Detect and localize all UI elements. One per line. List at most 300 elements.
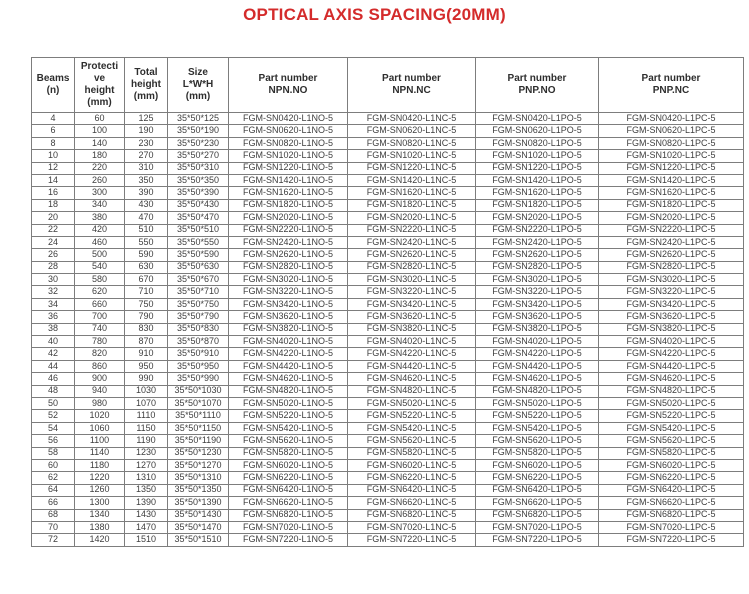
cell-protective_height_mm: 140 xyxy=(75,137,125,149)
cell-part_number_pnp_no: FGM-SN5020-L1PO-5 xyxy=(476,397,599,409)
cell-part_number_pnp_no: FGM-SN5620-L1PO-5 xyxy=(476,435,599,447)
cell-part_number_pnp_nc: FGM-SN2820-L1PC-5 xyxy=(599,261,744,273)
cell-part_number_npn_no: FGM-SN1420-L1NO-5 xyxy=(229,174,348,186)
table-row xyxy=(32,435,744,447)
cell-part_number_npn_no: FGM-SN2420-L1NO-5 xyxy=(229,236,348,248)
column-header-part_number_npn_no: Part number NPN.NO xyxy=(229,58,348,113)
table-row xyxy=(32,199,744,211)
cell-part_number_npn_no: FGM-SN5620-L1NO-5 xyxy=(229,435,348,447)
cell-part_number_npn_no: FGM-SN0620-L1NO-5 xyxy=(229,125,348,137)
cell-part_number_npn_no: FGM-SN5820-L1NO-5 xyxy=(229,447,348,459)
cell-part_number_npn_nc: FGM-SN3020-L1NC-5 xyxy=(348,274,476,286)
cell-part_number_npn_nc: FGM-SN6020-L1NC-5 xyxy=(348,459,476,471)
cell-protective_height_mm: 60 xyxy=(75,113,125,125)
cell-protective_height_mm: 1060 xyxy=(75,422,125,434)
cell-protective_height_mm: 660 xyxy=(75,298,125,310)
cell-part_number_npn_no: FGM-SN6820-L1NO-5 xyxy=(229,509,348,521)
cell-part_number_npn_nc: FGM-SN7020-L1NC-5 xyxy=(348,521,476,533)
table-row xyxy=(32,484,744,496)
cell-part_number_npn_nc: FGM-SN4220-L1NC-5 xyxy=(348,348,476,360)
column-header-total_height_mm: Total height (mm) xyxy=(125,58,168,113)
cell-part_number_pnp_no: FGM-SN4220-L1PO-5 xyxy=(476,348,599,360)
cell-part_number_pnp_no: FGM-SN1620-L1PO-5 xyxy=(476,187,599,199)
cell-part_number_npn_no: FGM-SN2620-L1NO-5 xyxy=(229,249,348,261)
cell-part_number_pnp_nc: FGM-SN4820-L1PC-5 xyxy=(599,385,744,397)
cell-part_number_pnp_no: FGM-SN6820-L1PO-5 xyxy=(476,509,599,521)
cell-part_number_npn_nc: FGM-SN0620-L1NC-5 xyxy=(348,125,476,137)
table-row xyxy=(32,224,744,236)
table-row xyxy=(32,360,744,372)
cell-part_number_npn_nc: FGM-SN5620-L1NC-5 xyxy=(348,435,476,447)
cell-part_number_npn_no: FGM-SN3620-L1NO-5 xyxy=(229,311,348,323)
cell-part_number_pnp_nc: FGM-SN1220-L1PC-5 xyxy=(599,162,744,174)
cell-part_number_npn_no: FGM-SN1820-L1NO-5 xyxy=(229,199,348,211)
cell-part_number_pnp_nc: FGM-SN3620-L1PC-5 xyxy=(599,311,744,323)
cell-protective_height_mm: 540 xyxy=(75,261,125,273)
cell-part_number_pnp_no: FGM-SN2620-L1PO-5 xyxy=(476,249,599,261)
cell-part_number_npn_no: FGM-SN1620-L1NO-5 xyxy=(229,187,348,199)
cell-part_number_npn_no: FGM-SN4020-L1NO-5 xyxy=(229,336,348,348)
cell-beams_n: 14 xyxy=(32,174,75,186)
cell-part_number_npn_nc: FGM-SN6820-L1NC-5 xyxy=(348,509,476,521)
cell-part_number_npn_nc: FGM-SN0820-L1NC-5 xyxy=(348,137,476,149)
cell-beams_n: 34 xyxy=(32,298,75,310)
cell-part_number_pnp_nc: FGM-SN1420-L1PC-5 xyxy=(599,174,744,186)
cell-size_lwh_mm: 35*50*1150 xyxy=(168,422,229,434)
cell-part_number_npn_nc: FGM-SN1620-L1NC-5 xyxy=(348,187,476,199)
cell-part_number_pnp_nc: FGM-SN2420-L1PC-5 xyxy=(599,236,744,248)
cell-beams_n: 28 xyxy=(32,261,75,273)
table-row xyxy=(32,323,744,335)
cell-part_number_pnp_nc: FGM-SN6820-L1PC-5 xyxy=(599,509,744,521)
cell-size_lwh_mm: 35*50*550 xyxy=(168,236,229,248)
cell-size_lwh_mm: 35*50*1310 xyxy=(168,472,229,484)
cell-beams_n: 32 xyxy=(32,286,75,298)
cell-protective_height_mm: 420 xyxy=(75,224,125,236)
cell-protective_height_mm: 1180 xyxy=(75,459,125,471)
cell-protective_height_mm: 1220 xyxy=(75,472,125,484)
cell-total_height_mm: 830 xyxy=(125,323,168,335)
cell-total_height_mm: 590 xyxy=(125,249,168,261)
cell-part_number_pnp_no: FGM-SN4620-L1PO-5 xyxy=(476,373,599,385)
table-row xyxy=(32,236,744,248)
cell-size_lwh_mm: 35*50*270 xyxy=(168,150,229,162)
cell-size_lwh_mm: 35*50*630 xyxy=(168,261,229,273)
cell-part_number_pnp_nc: FGM-SN2620-L1PC-5 xyxy=(599,249,744,261)
cell-total_height_mm: 125 xyxy=(125,113,168,125)
cell-beams_n: 20 xyxy=(32,212,75,224)
cell-beams_n: 26 xyxy=(32,249,75,261)
cell-beams_n: 18 xyxy=(32,199,75,211)
table-row xyxy=(32,187,744,199)
cell-part_number_npn_no: FGM-SN0420-L1NO-5 xyxy=(229,113,348,125)
cell-part_number_npn_no: FGM-SN6420-L1NO-5 xyxy=(229,484,348,496)
cell-size_lwh_mm: 35*50*870 xyxy=(168,336,229,348)
table-row xyxy=(32,534,744,546)
cell-total_height_mm: 1110 xyxy=(125,410,168,422)
cell-part_number_npn_nc: FGM-SN5220-L1NC-5 xyxy=(348,410,476,422)
cell-size_lwh_mm: 35*50*910 xyxy=(168,348,229,360)
cell-part_number_npn_no: FGM-SN7220-L1NO-5 xyxy=(229,534,348,546)
cell-protective_height_mm: 220 xyxy=(75,162,125,174)
cell-part_number_npn_nc: FGM-SN3220-L1NC-5 xyxy=(348,286,476,298)
cell-beams_n: 42 xyxy=(32,348,75,360)
cell-total_height_mm: 790 xyxy=(125,311,168,323)
cell-size_lwh_mm: 35*50*950 xyxy=(168,360,229,372)
column-header-size_lwh_mm: Size L*W*H (mm) xyxy=(168,58,229,113)
cell-part_number_pnp_no: FGM-SN4420-L1PO-5 xyxy=(476,360,599,372)
cell-size_lwh_mm: 35*50*1350 xyxy=(168,484,229,496)
cell-part_number_npn_no: FGM-SN6220-L1NO-5 xyxy=(229,472,348,484)
cell-size_lwh_mm: 35*50*510 xyxy=(168,224,229,236)
cell-part_number_pnp_no: FGM-SN7220-L1PO-5 xyxy=(476,534,599,546)
cell-part_number_npn_nc: FGM-SN2820-L1NC-5 xyxy=(348,261,476,273)
cell-total_height_mm: 1390 xyxy=(125,497,168,509)
cell-part_number_npn_nc: FGM-SN1020-L1NC-5 xyxy=(348,150,476,162)
cell-part_number_pnp_nc: FGM-SN1820-L1PC-5 xyxy=(599,199,744,211)
cell-part_number_pnp_nc: FGM-SN3820-L1PC-5 xyxy=(599,323,744,335)
cell-part_number_pnp_no: FGM-SN1820-L1PO-5 xyxy=(476,199,599,211)
cell-part_number_npn_nc: FGM-SN0420-L1NC-5 xyxy=(348,113,476,125)
cell-total_height_mm: 670 xyxy=(125,274,168,286)
cell-part_number_npn_no: FGM-SN5020-L1NO-5 xyxy=(229,397,348,409)
table-row xyxy=(32,298,744,310)
cell-part_number_npn_no: FGM-SN1220-L1NO-5 xyxy=(229,162,348,174)
cell-beams_n: 60 xyxy=(32,459,75,471)
cell-total_height_mm: 310 xyxy=(125,162,168,174)
cell-total_height_mm: 1070 xyxy=(125,397,168,409)
cell-part_number_pnp_nc: FGM-SN5220-L1PC-5 xyxy=(599,410,744,422)
cell-part_number_npn_nc: FGM-SN3820-L1NC-5 xyxy=(348,323,476,335)
cell-part_number_npn_no: FGM-SN5420-L1NO-5 xyxy=(229,422,348,434)
cell-size_lwh_mm: 35*50*390 xyxy=(168,187,229,199)
cell-size_lwh_mm: 35*50*1470 xyxy=(168,521,229,533)
cell-size_lwh_mm: 35*50*710 xyxy=(168,286,229,298)
cell-part_number_npn_no: FGM-SN2820-L1NO-5 xyxy=(229,261,348,273)
cell-part_number_pnp_no: FGM-SN4020-L1PO-5 xyxy=(476,336,599,348)
cell-part_number_npn_no: FGM-SN0820-L1NO-5 xyxy=(229,137,348,149)
cell-part_number_pnp_nc: FGM-SN3220-L1PC-5 xyxy=(599,286,744,298)
cell-part_number_pnp_nc: FGM-SN6420-L1PC-5 xyxy=(599,484,744,496)
cell-part_number_pnp_no: FGM-SN6220-L1PO-5 xyxy=(476,472,599,484)
cell-part_number_npn_no: FGM-SN3020-L1NO-5 xyxy=(229,274,348,286)
cell-size_lwh_mm: 35*50*1230 xyxy=(168,447,229,459)
table-row xyxy=(32,348,744,360)
cell-part_number_npn_no: FGM-SN3820-L1NO-5 xyxy=(229,323,348,335)
cell-beams_n: 62 xyxy=(32,472,75,484)
table-row xyxy=(32,249,744,261)
table-row xyxy=(32,212,744,224)
cell-size_lwh_mm: 35*50*1270 xyxy=(168,459,229,471)
cell-beams_n: 66 xyxy=(32,497,75,509)
table-row xyxy=(32,174,744,186)
cell-total_height_mm: 1230 xyxy=(125,447,168,459)
cell-part_number_npn_nc: FGM-SN5820-L1NC-5 xyxy=(348,447,476,459)
cell-beams_n: 56 xyxy=(32,435,75,447)
cell-part_number_pnp_no: FGM-SN3220-L1PO-5 xyxy=(476,286,599,298)
cell-protective_height_mm: 780 xyxy=(75,336,125,348)
cell-total_height_mm: 190 xyxy=(125,125,168,137)
cell-part_number_pnp_no: FGM-SN7020-L1PO-5 xyxy=(476,521,599,533)
cell-part_number_npn_no: FGM-SN7020-L1NO-5 xyxy=(229,521,348,533)
cell-beams_n: 10 xyxy=(32,150,75,162)
cell-part_number_pnp_nc: FGM-SN1620-L1PC-5 xyxy=(599,187,744,199)
cell-beams_n: 30 xyxy=(32,274,75,286)
cell-part_number_npn_nc: FGM-SN6220-L1NC-5 xyxy=(348,472,476,484)
cell-part_number_npn_nc: FGM-SN1420-L1NC-5 xyxy=(348,174,476,186)
cell-total_height_mm: 270 xyxy=(125,150,168,162)
cell-part_number_npn_nc: FGM-SN5420-L1NC-5 xyxy=(348,422,476,434)
table-row xyxy=(32,521,744,533)
cell-protective_height_mm: 180 xyxy=(75,150,125,162)
cell-protective_height_mm: 580 xyxy=(75,274,125,286)
cell-size_lwh_mm: 35*50*310 xyxy=(168,162,229,174)
cell-part_number_pnp_no: FGM-SN2420-L1PO-5 xyxy=(476,236,599,248)
cell-total_height_mm: 870 xyxy=(125,336,168,348)
cell-size_lwh_mm: 35*50*125 xyxy=(168,113,229,125)
cell-part_number_pnp_nc: FGM-SN0820-L1PC-5 xyxy=(599,137,744,149)
cell-protective_height_mm: 1340 xyxy=(75,509,125,521)
cell-part_number_npn_no: FGM-SN5220-L1NO-5 xyxy=(229,410,348,422)
cell-protective_height_mm: 940 xyxy=(75,385,125,397)
cell-total_height_mm: 710 xyxy=(125,286,168,298)
cell-beams_n: 52 xyxy=(32,410,75,422)
cell-protective_height_mm: 980 xyxy=(75,397,125,409)
table-row xyxy=(32,274,744,286)
cell-protective_height_mm: 620 xyxy=(75,286,125,298)
cell-beams_n: 4 xyxy=(32,113,75,125)
cell-part_number_pnp_no: FGM-SN1020-L1PO-5 xyxy=(476,150,599,162)
cell-beams_n: 16 xyxy=(32,187,75,199)
cell-protective_height_mm: 460 xyxy=(75,236,125,248)
cell-part_number_pnp_no: FGM-SN2020-L1PO-5 xyxy=(476,212,599,224)
cell-beams_n: 6 xyxy=(32,125,75,137)
cell-part_number_pnp_no: FGM-SN3620-L1PO-5 xyxy=(476,311,599,323)
cell-part_number_npn_nc: FGM-SN4020-L1NC-5 xyxy=(348,336,476,348)
cell-protective_height_mm: 700 xyxy=(75,311,125,323)
cell-total_height_mm: 950 xyxy=(125,360,168,372)
table-row xyxy=(32,410,744,422)
cell-protective_height_mm: 860 xyxy=(75,360,125,372)
cell-beams_n: 12 xyxy=(32,162,75,174)
cell-part_number_npn_nc: FGM-SN4420-L1NC-5 xyxy=(348,360,476,372)
cell-protective_height_mm: 1380 xyxy=(75,521,125,533)
cell-total_height_mm: 550 xyxy=(125,236,168,248)
cell-total_height_mm: 630 xyxy=(125,261,168,273)
cell-part_number_pnp_nc: FGM-SN2220-L1PC-5 xyxy=(599,224,744,236)
table-row xyxy=(32,150,744,162)
cell-part_number_pnp_nc: FGM-SN0620-L1PC-5 xyxy=(599,125,744,137)
cell-size_lwh_mm: 35*50*830 xyxy=(168,323,229,335)
column-header-beams_n: Beams (n) xyxy=(32,58,75,113)
cell-size_lwh_mm: 35*50*190 xyxy=(168,125,229,137)
cell-total_height_mm: 990 xyxy=(125,373,168,385)
cell-total_height_mm: 1430 xyxy=(125,509,168,521)
table-row xyxy=(32,447,744,459)
cell-part_number_pnp_no: FGM-SN5420-L1PO-5 xyxy=(476,422,599,434)
cell-part_number_pnp_no: FGM-SN0420-L1PO-5 xyxy=(476,113,599,125)
cell-protective_height_mm: 1020 xyxy=(75,410,125,422)
cell-total_height_mm: 230 xyxy=(125,137,168,149)
cell-part_number_npn_no: FGM-SN4820-L1NO-5 xyxy=(229,385,348,397)
cell-protective_height_mm: 740 xyxy=(75,323,125,335)
cell-total_height_mm: 1150 xyxy=(125,422,168,434)
cell-protective_height_mm: 380 xyxy=(75,212,125,224)
cell-beams_n: 54 xyxy=(32,422,75,434)
table-row xyxy=(32,459,744,471)
cell-part_number_pnp_nc: FGM-SN7220-L1PC-5 xyxy=(599,534,744,546)
cell-beams_n: 8 xyxy=(32,137,75,149)
cell-part_number_npn_nc: FGM-SN2220-L1NC-5 xyxy=(348,224,476,236)
cell-size_lwh_mm: 35*50*470 xyxy=(168,212,229,224)
cell-beams_n: 24 xyxy=(32,236,75,248)
cell-beams_n: 72 xyxy=(32,534,75,546)
cell-part_number_pnp_nc: FGM-SN4020-L1PC-5 xyxy=(599,336,744,348)
column-header-part_number_pnp_nc: Part number PNP.NC xyxy=(599,58,744,113)
cell-part_number_pnp_nc: FGM-SN3020-L1PC-5 xyxy=(599,274,744,286)
cell-size_lwh_mm: 35*50*670 xyxy=(168,274,229,286)
cell-size_lwh_mm: 35*50*1030 xyxy=(168,385,229,397)
cell-part_number_pnp_no: FGM-SN5820-L1PO-5 xyxy=(476,447,599,459)
cell-protective_height_mm: 1260 xyxy=(75,484,125,496)
cell-part_number_npn_nc: FGM-SN6620-L1NC-5 xyxy=(348,497,476,509)
cell-part_number_pnp_no: FGM-SN4820-L1PO-5 xyxy=(476,385,599,397)
cell-part_number_pnp_nc: FGM-SN6620-L1PC-5 xyxy=(599,497,744,509)
cell-part_number_npn_nc: FGM-SN3620-L1NC-5 xyxy=(348,311,476,323)
cell-size_lwh_mm: 35*50*430 xyxy=(168,199,229,211)
cell-part_number_pnp_nc: FGM-SN4220-L1PC-5 xyxy=(599,348,744,360)
cell-beams_n: 38 xyxy=(32,323,75,335)
cell-part_number_pnp_nc: FGM-SN4420-L1PC-5 xyxy=(599,360,744,372)
table-row xyxy=(32,397,744,409)
table-row xyxy=(32,113,744,125)
table-row xyxy=(32,311,744,323)
cell-size_lwh_mm: 35*50*590 xyxy=(168,249,229,261)
cell-beams_n: 22 xyxy=(32,224,75,236)
cell-part_number_npn_no: FGM-SN1020-L1NO-5 xyxy=(229,150,348,162)
cell-beams_n: 50 xyxy=(32,397,75,409)
cell-part_number_npn_nc: FGM-SN4620-L1NC-5 xyxy=(348,373,476,385)
cell-part_number_pnp_nc: FGM-SN6220-L1PC-5 xyxy=(599,472,744,484)
cell-part_number_npn_no: FGM-SN6620-L1NO-5 xyxy=(229,497,348,509)
cell-part_number_npn_nc: FGM-SN2020-L1NC-5 xyxy=(348,212,476,224)
cell-beams_n: 58 xyxy=(32,447,75,459)
cell-total_height_mm: 510 xyxy=(125,224,168,236)
cell-part_number_pnp_no: FGM-SN2820-L1PO-5 xyxy=(476,261,599,273)
table-row xyxy=(32,336,744,348)
cell-part_number_pnp_nc: FGM-SN4620-L1PC-5 xyxy=(599,373,744,385)
table-header-row xyxy=(32,58,744,113)
cell-beams_n: 70 xyxy=(32,521,75,533)
cell-part_number_pnp_no: FGM-SN6420-L1PO-5 xyxy=(476,484,599,496)
cell-total_height_mm: 1190 xyxy=(125,435,168,447)
cell-part_number_pnp_no: FGM-SN1420-L1PO-5 xyxy=(476,174,599,186)
cell-total_height_mm: 1030 xyxy=(125,385,168,397)
cell-size_lwh_mm: 35*50*1190 xyxy=(168,435,229,447)
cell-protective_height_mm: 340 xyxy=(75,199,125,211)
cell-part_number_pnp_no: FGM-SN1220-L1PO-5 xyxy=(476,162,599,174)
cell-total_height_mm: 750 xyxy=(125,298,168,310)
cell-beams_n: 48 xyxy=(32,385,75,397)
table-row xyxy=(32,286,744,298)
table-row xyxy=(32,261,744,273)
cell-size_lwh_mm: 35*50*1430 xyxy=(168,509,229,521)
cell-size_lwh_mm: 35*50*1510 xyxy=(168,534,229,546)
cell-size_lwh_mm: 35*50*1390 xyxy=(168,497,229,509)
cell-part_number_npn_no: FGM-SN4620-L1NO-5 xyxy=(229,373,348,385)
cell-part_number_npn_nc: FGM-SN6420-L1NC-5 xyxy=(348,484,476,496)
cell-part_number_pnp_nc: FGM-SN6020-L1PC-5 xyxy=(599,459,744,471)
cell-part_number_npn_nc: FGM-SN2420-L1NC-5 xyxy=(348,236,476,248)
cell-part_number_pnp_nc: FGM-SN5020-L1PC-5 xyxy=(599,397,744,409)
cell-protective_height_mm: 1140 xyxy=(75,447,125,459)
table-row xyxy=(32,509,744,521)
cell-part_number_pnp_nc: FGM-SN0420-L1PC-5 xyxy=(599,113,744,125)
cell-part_number_pnp_nc: FGM-SN1020-L1PC-5 xyxy=(599,150,744,162)
cell-size_lwh_mm: 35*50*990 xyxy=(168,373,229,385)
cell-part_number_npn_no: FGM-SN3220-L1NO-5 xyxy=(229,286,348,298)
cell-part_number_npn_no: FGM-SN4220-L1NO-5 xyxy=(229,348,348,360)
cell-size_lwh_mm: 35*50*790 xyxy=(168,311,229,323)
table-row xyxy=(32,497,744,509)
cell-part_number_npn_nc: FGM-SN3420-L1NC-5 xyxy=(348,298,476,310)
cell-protective_height_mm: 1420 xyxy=(75,534,125,546)
cell-part_number_pnp_no: FGM-SN3420-L1PO-5 xyxy=(476,298,599,310)
cell-protective_height_mm: 1100 xyxy=(75,435,125,447)
table-row xyxy=(32,373,744,385)
cell-protective_height_mm: 500 xyxy=(75,249,125,261)
table-row xyxy=(32,162,744,174)
cell-protective_height_mm: 260 xyxy=(75,174,125,186)
cell-beams_n: 64 xyxy=(32,484,75,496)
cell-part_number_pnp_nc: FGM-SN3420-L1PC-5 xyxy=(599,298,744,310)
cell-part_number_pnp_nc: FGM-SN5820-L1PC-5 xyxy=(599,447,744,459)
cell-total_height_mm: 350 xyxy=(125,174,168,186)
cell-part_number_npn_nc: FGM-SN2620-L1NC-5 xyxy=(348,249,476,261)
column-header-protective_height_mm: Protecti ve height (mm) xyxy=(75,58,125,113)
cell-part_number_pnp_nc: FGM-SN2020-L1PC-5 xyxy=(599,212,744,224)
cell-size_lwh_mm: 35*50*1070 xyxy=(168,397,229,409)
cell-total_height_mm: 1270 xyxy=(125,459,168,471)
table-row xyxy=(32,137,744,149)
cell-part_number_pnp_no: FGM-SN6020-L1PO-5 xyxy=(476,459,599,471)
cell-part_number_npn_no: FGM-SN4420-L1NO-5 xyxy=(229,360,348,372)
cell-size_lwh_mm: 35*50*1110 xyxy=(168,410,229,422)
cell-beams_n: 44 xyxy=(32,360,75,372)
cell-part_number_pnp_no: FGM-SN3820-L1PO-5 xyxy=(476,323,599,335)
cell-part_number_pnp_no: FGM-SN3020-L1PO-5 xyxy=(476,274,599,286)
cell-size_lwh_mm: 35*50*230 xyxy=(168,137,229,149)
cell-total_height_mm: 1310 xyxy=(125,472,168,484)
cell-protective_height_mm: 1300 xyxy=(75,497,125,509)
cell-part_number_pnp_no: FGM-SN0820-L1PO-5 xyxy=(476,137,599,149)
table-row xyxy=(32,422,744,434)
cell-part_number_pnp_no: FGM-SN0620-L1PO-5 xyxy=(476,125,599,137)
cell-total_height_mm: 1510 xyxy=(125,534,168,546)
cell-beams_n: 40 xyxy=(32,336,75,348)
table-row xyxy=(32,472,744,484)
cell-part_number_pnp_nc: FGM-SN5420-L1PC-5 xyxy=(599,422,744,434)
cell-part_number_npn_no: FGM-SN2220-L1NO-5 xyxy=(229,224,348,236)
cell-part_number_npn_no: FGM-SN3420-L1NO-5 xyxy=(229,298,348,310)
cell-beams_n: 68 xyxy=(32,509,75,521)
cell-part_number_pnp_no: FGM-SN6620-L1PO-5 xyxy=(476,497,599,509)
cell-size_lwh_mm: 35*50*750 xyxy=(168,298,229,310)
cell-beams_n: 46 xyxy=(32,373,75,385)
column-header-part_number_pnp_no: Part number PNP.NO xyxy=(476,58,599,113)
cell-protective_height_mm: 820 xyxy=(75,348,125,360)
cell-part_number_npn_nc: FGM-SN5020-L1NC-5 xyxy=(348,397,476,409)
